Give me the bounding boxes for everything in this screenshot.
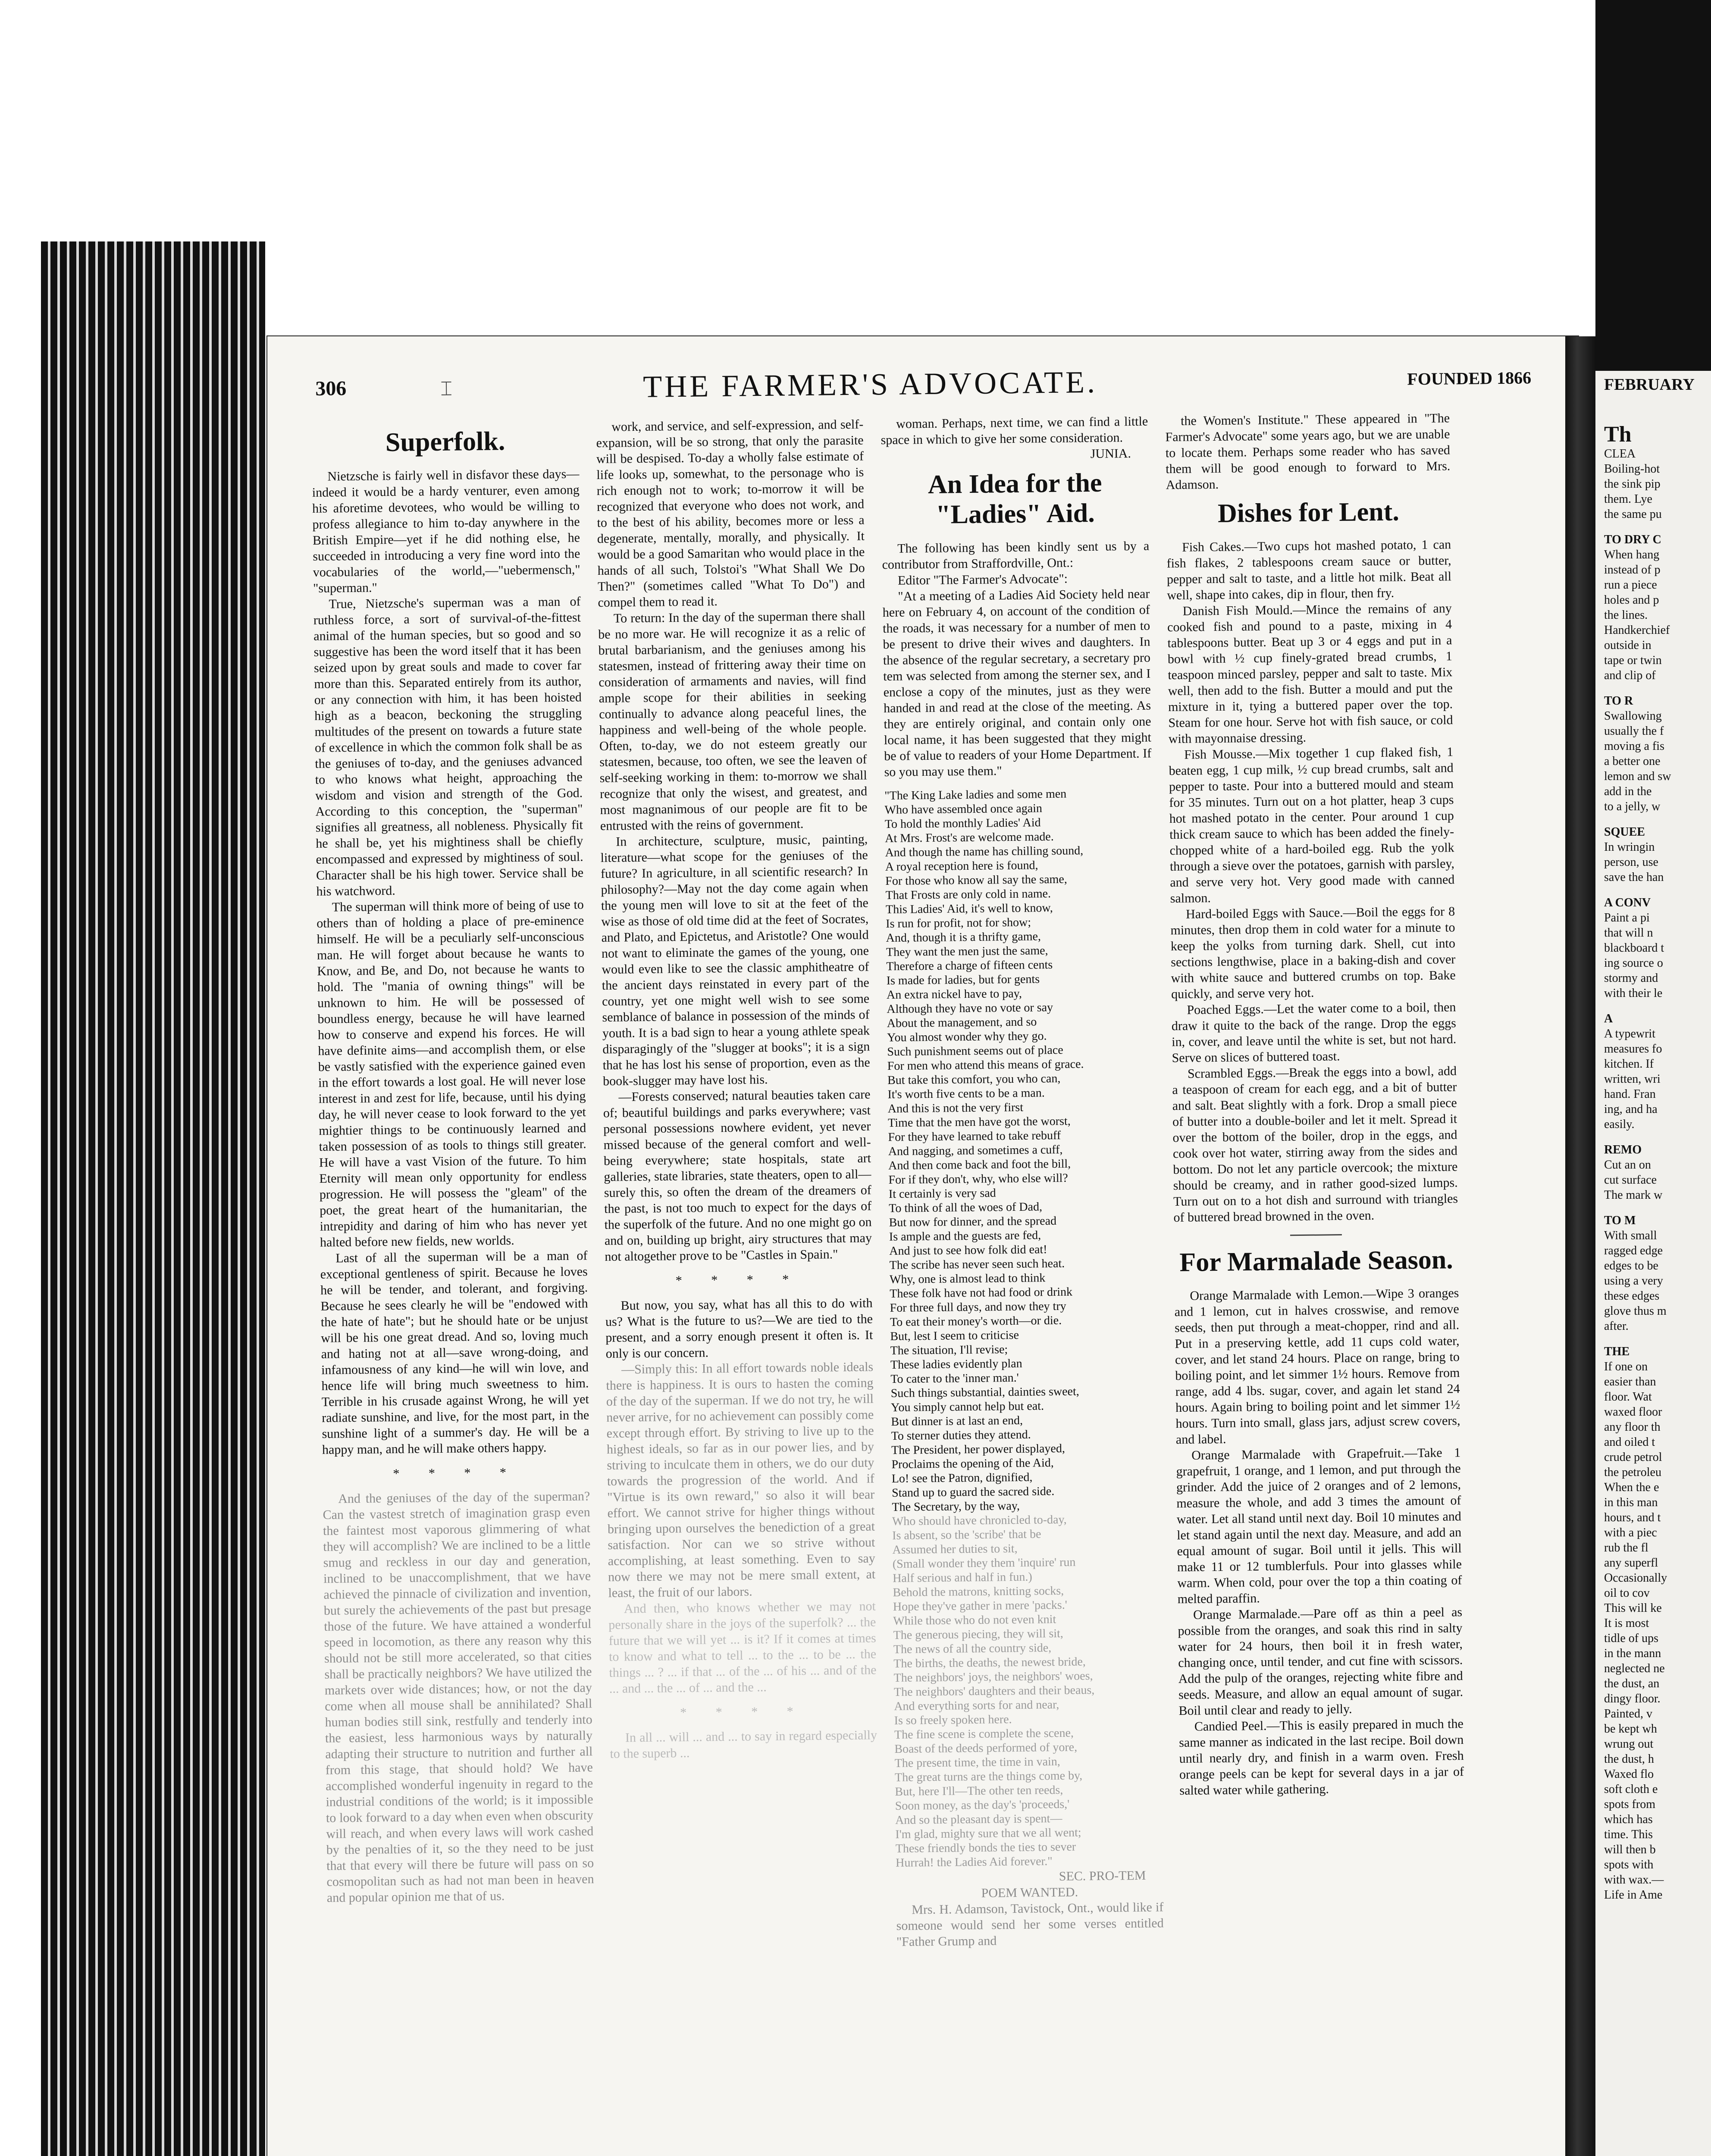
right-page-line: after. — [1604, 1319, 1629, 1333]
right-page-text — [1604, 423, 1711, 1902]
right-page-line: With small — [1604, 1229, 1657, 1242]
poem-line: The births, the deaths, the newest bride, — [893, 1655, 1086, 1670]
right-page-line: wrung out — [1604, 1737, 1654, 1751]
right-page-line: using a very — [1604, 1274, 1663, 1288]
poem-line: The situation, I'll revise; — [890, 1343, 1008, 1357]
signature-sec-pro-tem: SEC. PRO-TEM — [1059, 1868, 1146, 1883]
recipe: Candied Peel.—This is easily prepared in much the same manner as indicated in the last recipe. Boil down until nearly dry, and finish in a warm oven. Fresh orange peels can be kept for several days in a jar of salted water while gathering. — [1179, 1717, 1464, 1798]
poem-line: The present time, the time in vain, — [894, 1755, 1061, 1770]
poem-line: To eat their money's worth—or die. — [890, 1313, 1062, 1329]
poem-line: And though the name has chilling sound, — [885, 844, 1084, 860]
paragraph: —Forests conserved; natural beauties taken care of; beautiful buildings and parks everywhere; vast personal possessions nowhere evident, yet never missed because of the general comfort and well-being everywhere; state hospitals, state art galleries, state libraries, state theaters, open to all—surely this, so often the dream of the dreamers of the past, is not too much to expect for the days of the superfolk of the future. And no one might go on and on, building up bright, airy structures that may not altogether prove to be "Castles in Spain." — [603, 1087, 872, 1264]
right-page-line: outside in — [1604, 639, 1651, 652]
recipe: Orange Marmalade.—Pare off as thin a peel as possible from the oranges, and soak this rind in salty water for 24 hours, then boil it in fresh water, changing once, until tender, and cut fine with scissors. Add the pulp of the oranges, rejecting white fibre and seeds. Measure, and allow an equal amount of sugar. Boil until clear and ready to jelly. — [1178, 1605, 1463, 1718]
right-page-line: tape or twin — [1604, 654, 1662, 667]
column-1 — [311, 419, 594, 1905]
paragraph: In architecture, sculpture, music, painting, literature—what scope for the geniuses of the future? In agriculture, in all scientific research? In philosophy?—May not the day come again when the young men will love to sit at the feet of the wise as those of old time did at the feet of Socrates, and Plato, and Epictetus, and Aristotle? One would not want to eliminate the games of the young, one would even like to see the classic amphitheatre of the ancient days reinstated in every part of the country, yet one might well wish to see some semblance of balance in possession of the minds of youth. It is a bad sign to hear a young athlete speak disparagingly of the "slugger at books"; it is a sign that he has lost his sense of proportion, even as the book-slugger may have lost his. — [600, 832, 870, 1088]
right-page-line: which has — [1604, 1813, 1653, 1826]
right-page-line: the dust, an — [1604, 1677, 1660, 1690]
notice-heading: POEM WANTED. — [981, 1885, 1078, 1900]
right-page-line: Occasionally — [1604, 1571, 1667, 1585]
right-page-line: any superfl — [1604, 1556, 1658, 1570]
poem-line: These friendly bonds the ties to sever — [895, 1840, 1076, 1855]
right-page-line: When hang — [1604, 548, 1660, 561]
poem-line: But now for dinner, and the spread — [889, 1214, 1057, 1230]
right-page-line: easier than — [1604, 1375, 1656, 1388]
poem-line: And so the pleasant day is spent— — [895, 1811, 1062, 1827]
poem-line: This Ladies' Aid, it's well to know, — [885, 901, 1053, 917]
paragraph: work, and service, and self-expression, and self-expansion, will be so strong, that only the parasite will be despised. To-day a wholly false estimate of life looks up, somewhat, to the personage who is rich enough not to work; to-morrow it will be recognized that everyone who does not work, and to the best of his ability, becomes more or less a degenerate, mentally, morally, and physically. It would be a good Samaritan who would place in the hands of all such, Tolstoi's "What Shall We Do Then?" (sometimes called "What To Do") and compel them to read it. — [596, 417, 865, 610]
poem-line: Who should have chronicled to-day, — [892, 1513, 1067, 1528]
poem-line: But, here I'll—The other ten reeds, — [895, 1783, 1063, 1799]
book-page-edges — [41, 241, 265, 2156]
column-2 — [596, 417, 877, 1762]
right-page-heading: Th — [1604, 422, 1632, 447]
right-page-line: the dust, h — [1604, 1752, 1654, 1766]
poem-line: It certainly is very sad — [888, 1186, 996, 1201]
poem-line: And, though it is a thrifty game, — [886, 930, 1041, 945]
poem-line: Therefore a charge of fifteen cents — [886, 958, 1053, 974]
poem-line: And this is not the very first — [887, 1100, 1024, 1116]
poem-line: Hurrah! the Ladies Aid forever." — [895, 1855, 1053, 1870]
right-page-line: will then b — [1604, 1843, 1656, 1856]
poem-line: Assumed her duties to sit, — [892, 1542, 1018, 1557]
right-page-line: stormy and — [1604, 971, 1658, 985]
poem — [884, 786, 1163, 1870]
poem-line: It's worth five cents to be a man. — [887, 1086, 1045, 1102]
right-page-line: with a piec — [1604, 1526, 1657, 1539]
poem-line: You almost wonder why they go. — [887, 1029, 1047, 1045]
paragraph-faded: —Simply this: In all effort towards noble ideals there is happiness. It is ours to hasten the coming of the day of the superman. If we do not try, he will never arrive, for no achievement can possibly come except through effort. By striving to live up to the highest ideals, so far as in our power lies, and by striving to inculcate them in others, we do our duty towards the progression of the world. And if "Virtue is its own reward," so also it will bear effort. We cannot strive for higher things without bringing upon ourselves the benediction of a great satisfaction. Nor can we so strive without accomplishing, at least something. Even to say now there we may not be mere small extent, at least, the fruit of our labors. — [606, 1360, 876, 1600]
right-page-line: in this man — [1604, 1496, 1658, 1509]
right-page-line: run a piece — [1604, 578, 1657, 592]
right-page-line: In wringin — [1604, 840, 1655, 854]
poem-line: For if they don't, why, who else will? — [888, 1171, 1068, 1187]
right-page-line: blackboard t — [1604, 941, 1664, 955]
poem-line: I'm glad, mighty sure that we all went; — [895, 1826, 1081, 1841]
poem-line: The neighbors' daughters and their beaus, — [893, 1683, 1095, 1699]
poem-line: Is run for profit, not for show; — [886, 915, 1031, 931]
poem-line: The President, her power displayed, — [891, 1442, 1065, 1457]
paragraph: "At a meeting of a Ladies Aid Society held near here on February 4, on account of the condition of the roads, it was necessary for a number of men to be present to drive their wives and daughters. In the absence of the regular secretary, a secretary pro tem was selected from among the sterner sex, and I enclose a copy of the minutes, just as they were handed in and read at the close of the meeting. As they are entirely original, and contain only one local name, it has been suggested that they might be of value to readers of your Home Department. If so you may use them." — [882, 586, 1152, 780]
poem-line: To sterner duties they attend. — [891, 1428, 1031, 1443]
right-page-line: The mark w — [1604, 1188, 1663, 1202]
paragraph: To return: In the day of the superman there shall be no more war. He will recognize it as a relic of brutal barbarianism, and the geniuses among his statesmen, instead of frittering away their time on consideration of armaments and navies, will find ample scope for their abilities in seeking continually to advance along peaceful lines, the happiness and well-being of the whole people. Often, to-day, we do not esteem greatly our statesmen, because, too often, we see the leaven of self-seeking working in them: to-morrow we shall recognize that only the wisest, and greatest, and most magnanimous of our people are fit to be entrusted with the reins of government. — [598, 608, 868, 833]
right-page-line: Waxed flo — [1604, 1767, 1654, 1781]
right-page-line: save the han — [1604, 871, 1664, 884]
right-page-line: crude petrol — [1604, 1451, 1662, 1464]
right-page-subhead: A CONV — [1604, 896, 1651, 909]
right-page-line: hours, and t — [1604, 1511, 1661, 1524]
right-page-line: and oiled t — [1604, 1435, 1655, 1449]
poem-line: The generous piecing, they will sit, — [893, 1626, 1064, 1642]
right-page-subhead: TO M — [1604, 1214, 1636, 1227]
poem-line: But dinner is at last an end, — [891, 1413, 1023, 1429]
right-page-line: This will ke — [1604, 1601, 1662, 1615]
right-page-line: tidle of ups — [1604, 1632, 1658, 1645]
right-page-line: waxed floor — [1604, 1405, 1662, 1419]
poem-line: And everything sorts for and near, — [894, 1698, 1059, 1713]
right-page-line: rub the fl — [1604, 1541, 1648, 1554]
poem-line: For men who attend this means of grace. — [887, 1057, 1084, 1073]
right-page-subhead: A — [1604, 1012, 1613, 1025]
recipe: Hard-boiled Eggs with Sauce.—Boil the eggs for 8 minutes, then drop them in cold water for a minute to keep the yolks from turning dark. Shell, cut into sections lengthwise, place in a baking-dish and cover with white sauce and buttered crumbs on top. Bake quickly, and serve very hot. — [1170, 904, 1456, 1002]
poem-line: To think of all the woes of Dad, — [889, 1200, 1043, 1216]
right-page-header: FEBRUARY — [1604, 376, 1695, 394]
poem-line: "The King Lake ladies and some men — [884, 787, 1067, 803]
book-spine — [1565, 336, 1595, 2156]
recipe: Scrambled Eggs.—Break the eggs into a bowl, add a teaspoon of cream for each egg, and a bit of butter and salt. Beat slightly with a fork. Drop a small piece of butter into a double-boiler and let it melt. Spread it over the bottom of the boiler, drop in the eggs, and cook over hot water, stirring away from the sides and bottom. Do not let any particle overcook; the mixture should be creamy, and in rather good-sized lumps. Turn out on to a hot dish and surround with triangles of buttered bread browned in the oven. — [1172, 1064, 1458, 1225]
poem-line: Soon money, as the day's 'proceeds,' — [895, 1797, 1070, 1813]
text-cursor-mark: ⌶ — [440, 377, 453, 400]
poem-line: For they have learned to take rebuff — [888, 1128, 1061, 1144]
right-page-line: floor. Wat — [1604, 1390, 1652, 1404]
poem-line: Is absent, so the 'scribe' that be — [892, 1527, 1041, 1542]
poem-line: At Mrs. Frost's are welcome made. — [885, 830, 1054, 846]
right-page-line: CLEA — [1604, 447, 1636, 461]
right-page-line: to a jelly, w — [1604, 800, 1661, 813]
right-page-subhead: THE — [1604, 1345, 1630, 1358]
founded-label: FOUNDED 1866 — [1407, 368, 1532, 389]
right-page-line: the sink pip — [1604, 477, 1661, 491]
right-page-line: A typewrit — [1604, 1027, 1655, 1040]
masthead-title: THE FARMER'S ADVOCATE. — [642, 364, 1098, 404]
paragraph: woman. Perhaps, next time, we can find a little space in which to give her some consideration. — [881, 414, 1148, 448]
column-4 — [1165, 410, 1464, 1799]
right-page-line: soft cloth e — [1604, 1783, 1658, 1796]
recipe: Fish Cakes.—Two cups hot mashed potato, 1 can fish flakes, 2 tablespoons cream sauce or butter, pepper and salt to taste, and a little hot milk. Beat all well, shape into cakes, dip in flour, then fry. — [1166, 537, 1452, 603]
right-page-line: easily. — [1604, 1118, 1635, 1131]
right-page-line: moving a fis — [1604, 740, 1664, 753]
poem-line: You simply cannot help but eat. — [890, 1399, 1044, 1414]
right-page-line: add in the — [1604, 785, 1652, 798]
right-page-line: neglected ne — [1604, 1662, 1665, 1675]
poem-line: And then come back and foot the bill, — [888, 1157, 1071, 1173]
right-page-line: holes and p — [1604, 593, 1659, 607]
right-page-line: Handkerchief — [1604, 624, 1670, 637]
poem-line: The neighbors' joys, the neighbors' woes, — [893, 1669, 1093, 1685]
poem-line: The news of all the country side, — [893, 1641, 1052, 1656]
paragraph: The superman will think more of being of use to others than of holding a place of pre-eminence himself. He will be a peculiarly self-unconscious man. He will forget about because he wants to Know, and Be, and Do, not because he wants to hold. The "mania of owning things" will be unknown to him. He will be possessed of boundless energy, because he will have learned how to conserve and expend his forces. He will have definite aims—and accomplish them, or else be vastly satisfied with the experience gained even in the effort towards a lost goal. He will never lose interest in and zest for life, because, until his dying day, he will never cease to look forward to the yet mightier things to be continuously learned and taken possession of as tools to things still greater. He will have a vast Vision of the future. To him Eternity will mean only opportunity for endless progression. He will possess the "gleam" of the poet, the great heart of the humanitarian, the intrepidity and daring of him who has never yet halted before new fields, new worlds. — [317, 897, 587, 1250]
article-title-marmalade: For Marmalade Season. — [1179, 1245, 1454, 1277]
poem-line: While those who do not even knit — [893, 1613, 1056, 1628]
right-page-line: hand. Fran — [1604, 1087, 1656, 1101]
poem-line: Time that the men have got the worst, — [888, 1114, 1071, 1130]
right-page-line: with wax.— — [1604, 1873, 1664, 1887]
poem-line: Boast of the deeds performed of yore, — [894, 1740, 1078, 1756]
right-page-line: oil to cov — [1604, 1586, 1650, 1600]
page-header — [315, 360, 1532, 411]
right-page-line: Painted, v — [1604, 1707, 1652, 1720]
poem-line: And just to see how folk did eat! — [889, 1243, 1047, 1258]
article-title-superfolk: Superfolk. — [385, 426, 505, 458]
right-page-line: ing source o — [1604, 956, 1663, 970]
poem-line: These folk have not had food or drink — [890, 1285, 1073, 1301]
paragraph: True, Nietzsche's superman was a man of ruthless force, a sort of survival-of-the-fittest animal of the human species, but so good and so suggestive has been the word itself that it has been seized upon by great souls and made to cover far more than this. Separated entirely from its author, or any connection with him, it has been hoisted high as a beacon, beckoning the struggling multitudes of the present on towards a future state of excellence in which the common folk shall be as the geniuses of to-day, and the geniuses advanced to who knows what height, approaching the wisdom and vision and strength of the God. According to this conception, the "superman" signifies all greatness, all nobleness. Physically fit he shall be, yet his mightiness shall be chiefly encompassed and expressed by mightiness of soul. Character shall be his high tower. Service shall be his watchword. — [313, 594, 584, 899]
right-page-line: Swallowing — [1604, 709, 1662, 723]
poem-line: Such punishment seems out of place — [887, 1043, 1063, 1059]
paragraph: the Women's Institute." These appeared in "The Farmer's Advocate" some years ago, but we are unable to locate them. Perhaps some reader who has saved them will be good enough to forward to Mrs. Adamson. — [1165, 411, 1451, 492]
right-page-line: glove thus m — [1604, 1304, 1667, 1318]
poem-line: Is made for ladies, but for gents — [886, 972, 1040, 988]
right-page-line: the lines. — [1604, 608, 1648, 622]
paragraph-faint: And then, who knows whether we may not personally share in the joys of the superfolk? ... the future that we will yet ... is it? If it comes at times to know and what to tell ... to the ... to be ... the things ... ? ... if that ... of the ... of his ... and of the ... and ... the ... of ... and the ... — [608, 1599, 877, 1696]
poem-line: About the management, and so — [887, 1015, 1037, 1031]
right-page-line: Paint a pi — [1604, 911, 1650, 924]
right-page-line: person, use — [1604, 856, 1658, 869]
right-page-subhead: TO R — [1604, 694, 1633, 708]
divider — [1290, 1234, 1342, 1236]
right-page-line: the same pu — [1604, 508, 1662, 521]
right-page-line: kitchen. If — [1604, 1057, 1654, 1071]
paragraph: Editor "The Farmer's Advocate": — [897, 571, 1068, 588]
poem-line: Stand up to guard the sacred side. — [892, 1485, 1055, 1500]
recipe: Orange Marmalade with Lemon.—Wipe 3 oranges and 1 lemon, cut in halves crosswise, and remove seeds, then put through a meat-chopper, rind and all. Put in a preserving kettle, add 11 cups cold water, cover, and let stand 24 hours. Place on range, bring to boiling point, and let simmer 1½ hours. Remove from range, add 4 lbs. sugar, cover, and again let stand 24 hours. Again bring to boiling point and let simmer 1½ hours. Turn into small, glass jars, adjust screw covers, and label. — [1174, 1286, 1460, 1447]
poem-line: The fine scene is complete the scene, — [894, 1726, 1074, 1742]
right-page-line: the petroleu — [1604, 1466, 1661, 1479]
article-title-dishes-for-lent: Dishes for Lent. — [1217, 497, 1400, 528]
right-page-line: Life in Ame — [1604, 1888, 1663, 1902]
right-page-subhead: SQUEE — [1604, 825, 1645, 839]
article-title-ladies-aid: An Idea for the "Ladies" Aid. — [928, 468, 1102, 530]
poem-line: But take this comfort, you who can, — [887, 1072, 1061, 1087]
right-page-line: be kept wh — [1604, 1722, 1657, 1736]
poem-line: They want the men just the same, — [886, 944, 1048, 959]
newspaper-page — [267, 336, 1578, 2156]
page-number: 306 — [315, 377, 347, 400]
poem-line: For those who know all say the same, — [885, 872, 1067, 888]
recipe: Danish Fish Mould.—Mince the remains of any cooked fish and pound to a paste, mixing in 4 tablespoons butter. Beat up 3 or 4 eggs and put in a bowl with ½ cup finely-grated bread crumbs, 1 teaspoon minced parsley, pepper and salt to taste. Mix well, then add to the fish. Butter a mould and put the mixture in it, tying a buttered paper over the top. Steam for one hour. Serve hot with fish sauce, or cold with mayonnaise dressing. — [1167, 601, 1453, 746]
right-page-line: lemon and sw — [1604, 770, 1671, 783]
section-stars: * * * * — [393, 1465, 520, 1481]
poem-line: These ladies evidently plan — [890, 1357, 1022, 1372]
poem-line: To hold the monthly Ladies' Aid — [884, 816, 1041, 831]
right-page-line: a better one — [1604, 755, 1661, 768]
paragraph: Mrs. H. Adamson, Tavistock, Ont., would like if someone would send her some verses entitled "Father Grump and — [896, 1900, 1164, 1949]
right-page-line: cut surface — [1604, 1173, 1657, 1187]
right-page-line: Boiling-hot — [1604, 462, 1660, 476]
right-page-line: edges to be — [1604, 1259, 1658, 1272]
right-page-line: usually the f — [1604, 724, 1664, 738]
signature-junia: JUNIA. — [1090, 446, 1131, 461]
paragraph: But now, you say, what has all this to do with us? What is the future to us?—We are tied to the present, and a sorry enough present it often is. It only is our concern. — [605, 1296, 873, 1361]
recipe: Fish Mousse.—Mix together 1 cup flaked fish, 1 beaten egg, 1 cup milk, ½ cup bread crumbs, salt and pepper to taste. Pour into a buttered mould and steam for 35 minutes. Turn out on a hot platter, heap 3 cups hot mashed potato in the center. Pour around 1 cup thick cream sauce to which has been added the finely-chopped white of a hard-boiled egg. Rub the yolk through a sieve over the potatoes, garnish with parsley, and serve very hot. Very good made with canned salmon. — [1169, 745, 1455, 906]
right-page-line: spots from — [1604, 1798, 1655, 1811]
right-page-line: written, wri — [1604, 1072, 1661, 1086]
right-page-line: with their le — [1604, 987, 1663, 1000]
right-page-line: these edges — [1604, 1289, 1660, 1303]
paragraph: The following has been kindly sent us by a contributor from Straffordville, Ont.: — [882, 539, 1150, 572]
poem-line: Is ample and the guests are fed, — [889, 1228, 1041, 1244]
right-page-line: If one on — [1604, 1360, 1648, 1373]
right-page-line: measures fo — [1604, 1042, 1662, 1056]
poem-line: Why, one is almost lead to think — [889, 1271, 1046, 1287]
right-page-line: instead of p — [1604, 563, 1661, 577]
section-stars: * * * * — [680, 1704, 806, 1720]
poem-line: Lo! see the Patron, dignified, — [891, 1470, 1033, 1485]
paragraph-faded: And the geniuses of the day of the superman? Can the vastest stretch of imagination grasp even the faintest most vaporous glimmering of what they will accomplish? We are inclined to be a little smug and reckless in our day and generation, inclined to be unaccomplishment, that we have achieved the pinnacle of civilization and invention, but surely the achievements of the past but presage those of the future. We have attained a wonderful speed in locomotion, as there any reason why this should not be still more accelerated, so that cities shall be practically neighbors? We have utilized the markets over wide distances; how, or not the day come when all mouse shall be annihilated? Shall human bodies still sink, restfully and tenderly into the easiest, less harmonious ways by naturally adapting their structure to nutrition and further all from this stage, that should hold? We have accomplished wonderful ingenuity in regard to the industrial conditions of the world; is it impossible to look forward to a day when even when obscurity will reach, and when every laws will work cashed by the penalties of it, so the they need to be just that that every will there be future will pass on so cosmopolitan such as had not man been in heaven and popular opinion me that of us. — [323, 1489, 594, 1905]
right-page-line: any floor th — [1604, 1420, 1661, 1434]
right-page-line: ragged edge — [1604, 1244, 1663, 1257]
poem-line: A royal reception here is found, — [885, 859, 1038, 874]
poem-line: Such things substantial, dainties sweet, — [890, 1385, 1079, 1400]
right-page-line: When the e — [1604, 1481, 1659, 1494]
poem-line: (Small wonder they them 'inquire' run — [892, 1555, 1076, 1571]
right-page-line: dingy floor. — [1604, 1692, 1661, 1705]
poem-line: The scribe has never seen such heat. — [889, 1257, 1065, 1272]
poem-line: Proclaims the opening of the Aid, — [891, 1456, 1054, 1471]
poem-line: Behold the matrons, knitting socks, — [893, 1584, 1064, 1599]
right-page-fragment — [1595, 371, 1711, 2156]
poem-line: And nagging, and sometimes a cuff, — [888, 1143, 1063, 1159]
right-page-line: Cut an on — [1604, 1158, 1651, 1172]
poem-line: For three full days, and now they try — [890, 1299, 1066, 1315]
right-page-line: ing, and ha — [1604, 1103, 1658, 1116]
paragraph-faint: In all ... will ... and ... to say in regard especially to the superb ... — [610, 1728, 877, 1761]
poem-line: But, lest I seem to criticise — [890, 1328, 1019, 1344]
poem-line: The Secretary, by the way, — [892, 1499, 1020, 1514]
right-page-line: spots with — [1604, 1858, 1654, 1871]
right-page-subhead: TO DRY C — [1604, 533, 1661, 546]
recipe: Poached Eggs.—Let the water come to a boil, then draw it quite to the back of the range. Drop the eggs in, cover, and leave until the white is set, but not hard. Serve on slices of buttered toast. — [1171, 1000, 1457, 1065]
column-3 — [881, 414, 1164, 1950]
poem-line: Although they have no vote or say — [887, 1001, 1053, 1016]
poem-line: The great turns are the things come by, — [894, 1769, 1083, 1784]
right-page-line: in the mann — [1604, 1647, 1661, 1660]
right-page-line: time. This — [1604, 1828, 1653, 1841]
section-stars: * * * * — [675, 1272, 802, 1288]
top-margin — [43, 0, 1711, 241]
paragraph: Last of all the superman will be a man of exceptional gentleness of spirit. Because he loves he will be tender, and tolerant, and forgiving. Because he sees clearly he will be "endowed with the hate of hate"; but he should hate or be unjust will be his one great dread. And so, loving much and hating not at all—save wrong-doing, and infamousness of any kind—he will win love, and hence life will bring much sweetness to him. Terrible in his crusade against Wrong, he will yet radiate sunshine, and live, for the most part, in the sunshine light of a summer's day. He will be a happy man, and he will make others happy. — [320, 1248, 589, 1457]
poem-line: An extra nickel have to pay, — [886, 987, 1022, 1002]
poem-line: Half serious and half in fun.) — [893, 1570, 1032, 1585]
poem-line: Is so freely spoken here. — [894, 1713, 1012, 1727]
right-page-line: that will n — [1604, 926, 1653, 940]
right-page-line: It is most — [1604, 1617, 1649, 1630]
right-page-line: them. Lye — [1604, 492, 1652, 506]
poem-line: To cater to the 'inner man.' — [890, 1371, 1019, 1386]
poem-line: Hope they've gather in mere 'packs.' — [893, 1598, 1067, 1614]
paragraph: Nietzsche is fairly well in disfavor these days—indeed it would be a hardy venturer, even among his aforetime devotees, who would be willing to profess allegiance to him to-day anywhere in the British Empire—yet if he did nothing else, he succeeded in introducing a very fine word into the vocabularies of the world,—"uebermensch," "superman." — [312, 467, 580, 595]
poem-line: That Frosts are only cold in name. — [885, 887, 1051, 903]
recipe: Orange Marmalade with Grapefruit.—Take 1 grapefruit, 1 orange, and 1 lemon, and put through the grinder. Add the juice of 2 oranges and of 2 lemons, measure the whole, and add 3 times the amount of water. Let all stand until next day. Boil 10 minutes and let stand again until the next day. Measure, and add an equal amount of sugar. Boil until it jells. This will make 11 or 12 tumblerfuls. Pour into glasses while warm. When cold, pour over the top a thin coating of melted paraffin. — [1176, 1445, 1462, 1607]
poem-line: Who have assembled once again — [884, 802, 1043, 817]
right-page-subhead: REMO — [1604, 1143, 1642, 1156]
right-page-line: and clip of — [1604, 669, 1656, 682]
